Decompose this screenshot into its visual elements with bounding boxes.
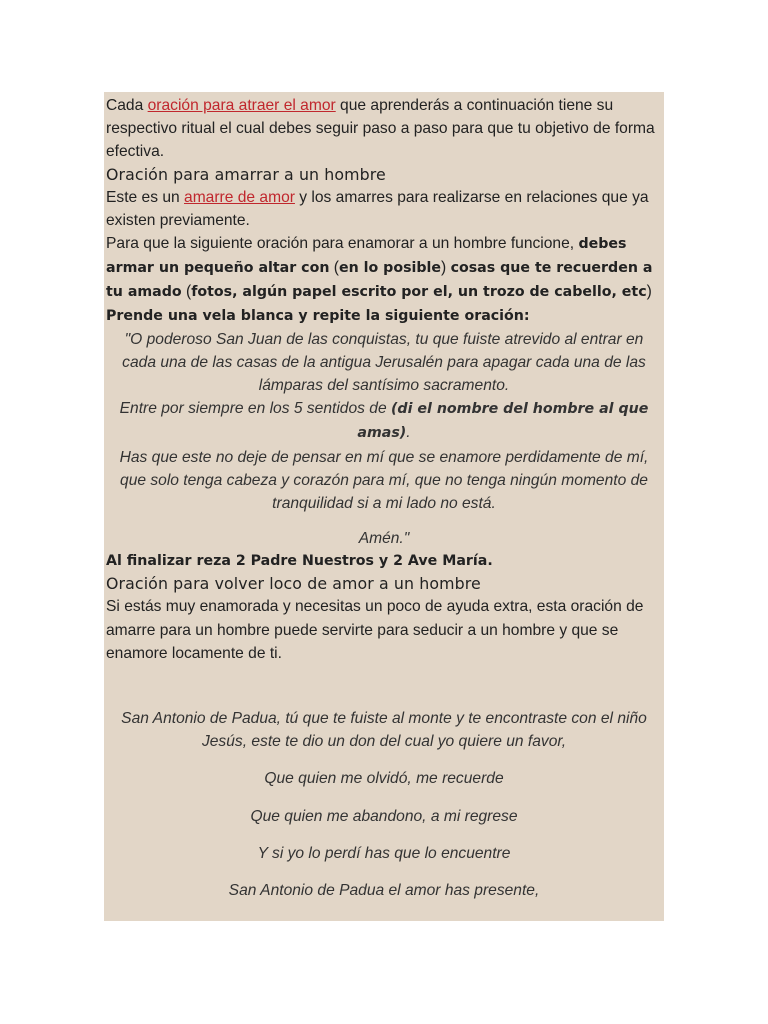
spacer-large [106, 665, 662, 707]
prayer-san-antonio-3: Que quien me abandono, a mi regrese [250, 807, 518, 825]
section1-p2-text: Para que la siguiente oración para enamorar a un hombre funcione, [106, 235, 579, 253]
intro-text-rest: que aprenderás a continuación tiene su respectivo ritual el cual debes seguir paso a paso para que tu objetivo de forma efectiva. [106, 97, 655, 161]
section1-p2-paren-close-2: ) [646, 283, 652, 301]
prayer-2-end: . [406, 424, 411, 442]
section1-p2-bold-1: debes armar un pequeño altar con [106, 236, 627, 277]
prayer-2-bold: (di el nombre del hombre al que amas) [357, 401, 649, 442]
prayer-san-antonio-1: San Antonio de Padua, tú que te fuiste al monte y te encontraste con el niño Jesús, este te dio un don del cual yo quiere un favor, [121, 710, 647, 751]
prayer-san-juan-1: "O poderoso San Juan de las conquistas, tu que fuiste atrevido al entrar en cada una de las casas de la antigua Jerusalén para apagar cada una de las lámparas del santísimo sacramento. [122, 330, 646, 395]
section2-paragraph-1: Si estás muy enamorada y necesitas un poco de ayuda extra, esta oración de amarre para un hombre puede servirte para seducir a un hombre y que se enamore locamente de ti. [106, 598, 644, 662]
spacer [106, 753, 662, 767]
link-amarre-de-amor[interactable]: amarre de amor [184, 188, 295, 206]
section1-p1-text: Este es un [106, 188, 185, 206]
section1-p2-bold-2: en lo posible [338, 260, 442, 277]
document-panel [104, 92, 664, 921]
section1-p2-bold-3: cosas que te recuerden a tu amado [106, 260, 653, 301]
prayer-2-text: Entre por siempre en los 5 sentidos de [119, 400, 391, 418]
intro-text: Cada [106, 97, 148, 114]
spacer [106, 865, 662, 879]
closing-line: Al finalizar reza 2 Padre Nuestros y 2 Ave María. [106, 553, 493, 570]
instruction-line: Prende una vela blanca y repite la siguiente oración: [106, 307, 530, 324]
section1-paragraph-1 [106, 186, 662, 232]
prayer-san-juan-2 [106, 397, 662, 445]
prayer-san-antonio-4: Y si yo lo perdí has que lo encuentre [257, 844, 511, 862]
spacer [106, 791, 662, 805]
intro-paragraph [106, 94, 662, 164]
heading-amarrar-hombre: Oración para amarrar a un hombre [106, 164, 386, 184]
section1-p2-paren-close: ) [441, 259, 451, 277]
prayer-amen: Amén." [358, 530, 410, 548]
prayer-san-antonio-5: San Antonio de Padua el amor has presente, [228, 882, 540, 900]
link-oracion-atraer-amor[interactable]: oración para atraer el amor [147, 97, 336, 114]
heading-volver-loco: Oración para volver loco de amor a un hombre [106, 574, 481, 594]
section1-p2-bold-4: fotos, algún papel escrito por el, un trozo de cabello, etc [191, 284, 647, 301]
prayer-san-antonio-2: Que quien me olvidó, me recuerde [264, 770, 504, 788]
prayer-san-juan-3: Has que este no deje de pensar en mí que se enamore perdidamente de mí, que solo tenga cabeza y corazón para mí, que no tenga ningún momento de tranquilidad si a mi lado no está. [119, 448, 649, 513]
section1-p2-paren-open-2: ( [181, 283, 192, 301]
spacer [106, 828, 662, 842]
section1-p2-paren-open: ( [329, 259, 339, 277]
section1-paragraph-2 [106, 232, 662, 305]
section1-p1-text-rest: y los amarres para realizarse en relaciones que ya existen previamente. [106, 188, 649, 229]
spacer [106, 515, 662, 527]
